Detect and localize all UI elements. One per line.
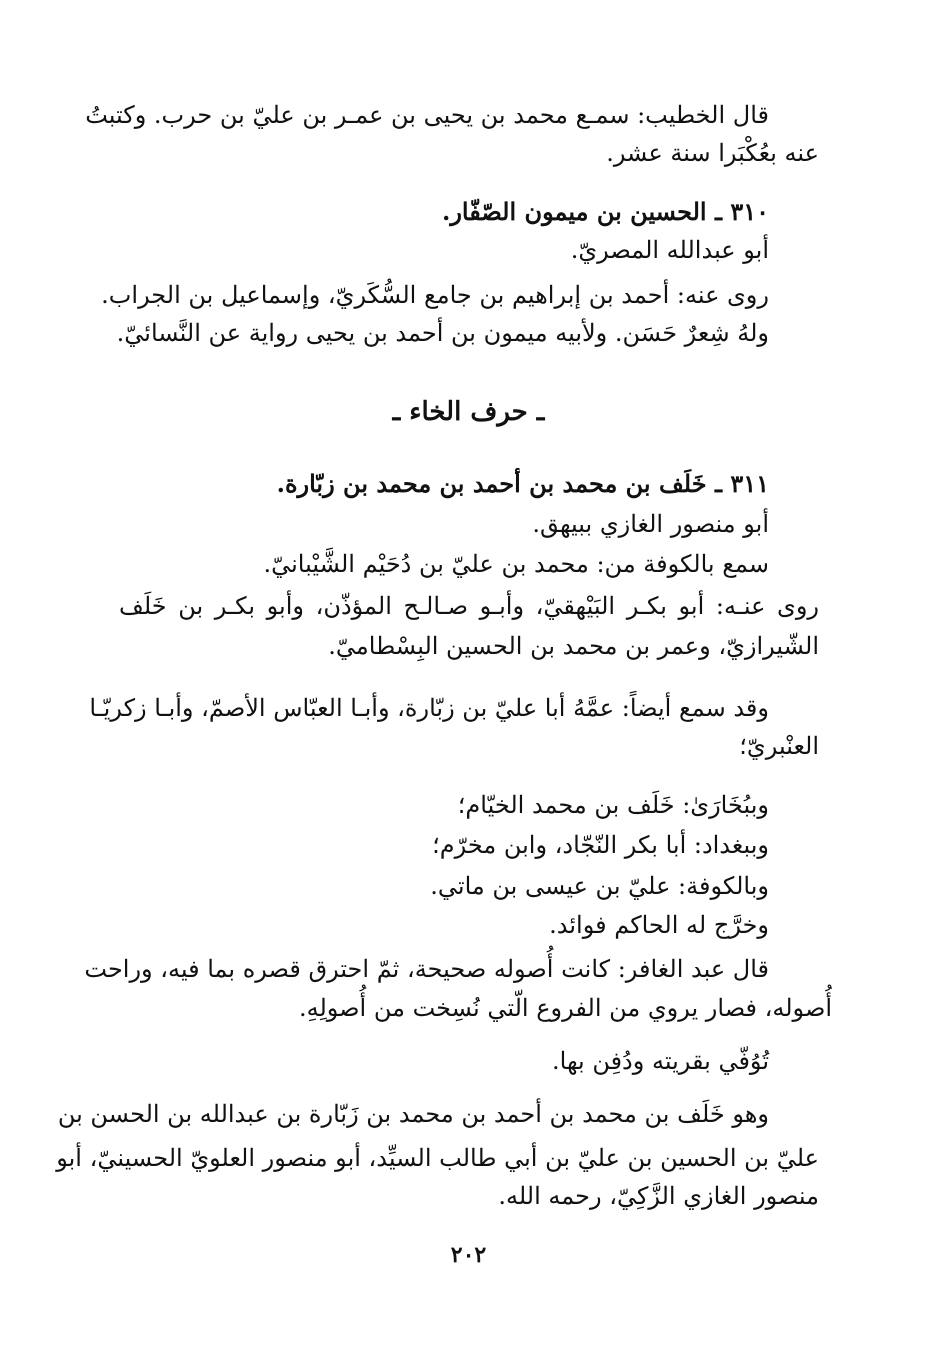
entry-310-heading [442, 194, 769, 230]
text-line: وخرَّج له الحاكم فوائد. [549, 911, 769, 939]
section-heading: ـ حرف الخاء ـ [392, 397, 545, 427]
entry-311-heading [277, 466, 769, 502]
text-line: منصور الغازي الزَّكِيّ، رحمه الله. [498, 1182, 819, 1210]
text-line: وببُخَارَىٰ: خَلَف بن محمد الخيّام؛ [457, 791, 769, 819]
text-line: أبو منصور الغازي ببيهق. [532, 510, 769, 538]
entry-number: ٣١١ ـ [714, 469, 769, 498]
text-line: سمع بالكوفة من: محمد بن عليّ بن دُحَيْم الشَّيْبانيّ. [263, 550, 769, 578]
text-line: قال الخطيب: سمـع محمد بن يحيى بن عمـر بن عليّ بن حرب. وكتبتُ [85, 101, 769, 129]
text-line: تُوُفّي بقريته ودُفِن بها. [552, 1047, 769, 1075]
text-line: وهو خَلَف بن محمد بن أحمد بن محمد بن زَبّارة بن عبدالله بن الحسن بن [57, 1100, 769, 1128]
text-line: ولهُ شِعرٌ حَسَن. ولأبيه ميمون بن أحمد بن يحيى رواية عن النَّسائيّ. [116, 319, 769, 347]
text-line: روى عنـه: أبو بكـر البَيْهقيّ، وأبـو صـالـح المؤذّن، وأبو بكـر بن خَلَف [119, 592, 819, 620]
text-line: أُصوله، فصار يروي من الفروع الّتي نُسِخت من أُصولِهِ. [298, 994, 832, 1022]
page-number: ٢٠٢ [450, 1242, 487, 1268]
text-line: الشّيرازيّ، وعمر بن محمد بن الحسين البِسْطاميّ. [328, 632, 819, 660]
text-line: قال عبد الغافر: كانت أُصوله صحيحة، ثمّ احترق قصره بما فيه، وراحت [84, 955, 769, 983]
text-line: روى عنه: أحمد بن إبراهيم بن جامع السُّكَريّ، وإسماعيل بن الجراب. [101, 281, 769, 309]
entry-number: ٣١٠ ـ [714, 197, 769, 226]
text-line: أبو عبدالله المصريّ. [570, 236, 769, 264]
text-line: عنه بعُكْبَرا سنة عشر. [606, 139, 819, 167]
entry-name: خَلَف بن محمد بن أحمد بن محمد بن زبّارة. [276, 469, 707, 498]
entry-name: الحسين بن ميمون الصّفّار. [441, 197, 707, 226]
text-line: وببغداد: أبا بكر النّجّاد، وابن مخرّم؛ [432, 831, 769, 859]
text-line: العنْبريّ؛ [739, 732, 819, 760]
text-line: وقد سمع أيضاً: عمَّهُ أبا عليّ بن زبّارة، وأبـا العبّاس الأصمّ، وأبـا زكريّـا [89, 694, 769, 722]
text-line: عليّ بن الحسين بن عليّ بن أبي طالب السيِّد، أبو منصور العلويّ الحسينيّ، أبو [56, 1144, 819, 1172]
text-line: وبالكوفة: عليّ بن عيسى بن ماتي. [430, 872, 769, 900]
